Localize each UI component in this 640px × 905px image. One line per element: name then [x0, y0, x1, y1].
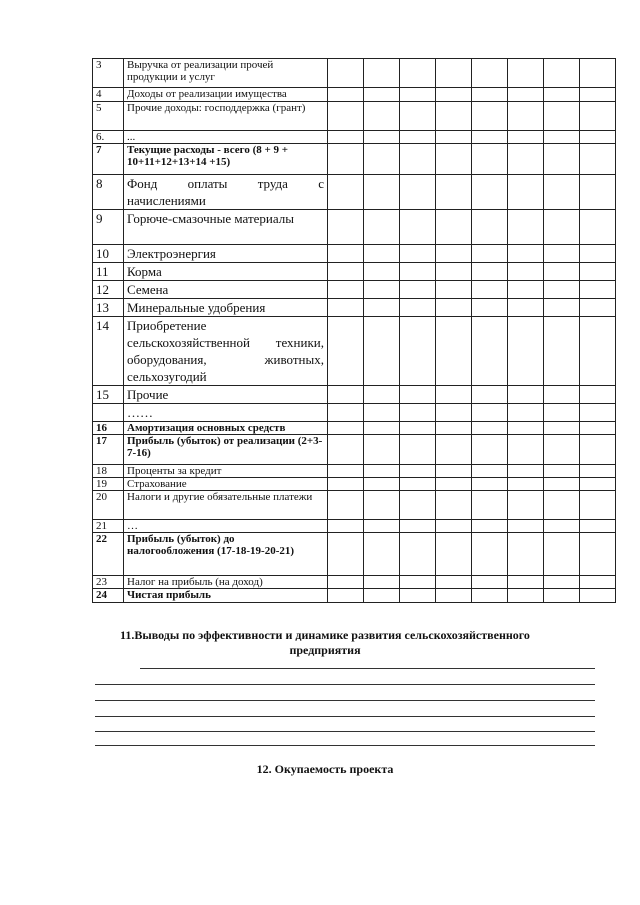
value-cell[interactable] [436, 422, 472, 435]
value-cell[interactable] [436, 404, 472, 422]
value-cell[interactable] [400, 102, 436, 131]
value-cell[interactable] [400, 533, 436, 576]
value-cell[interactable] [508, 144, 544, 175]
value-cell[interactable] [364, 175, 400, 210]
value-cell[interactable] [436, 533, 472, 576]
blank-line [95, 700, 595, 701]
section-11-heading: 11.Выводы по эффективности и динамике развития сельскохозяйственного предприятия [120, 628, 530, 657]
value-cell[interactable] [472, 245, 508, 263]
table-row [93, 520, 616, 533]
table-row [93, 131, 616, 144]
value-cell[interactable] [364, 404, 400, 422]
value-cell[interactable] [472, 175, 508, 210]
value-cell[interactable] [328, 102, 364, 131]
value-cell[interactable] [580, 299, 616, 317]
row-label: Амортизация основных средств [124, 422, 328, 435]
value-cell[interactable] [364, 245, 400, 263]
row-label: Фонд оплаты труда с начислениями [124, 175, 328, 210]
value-cell[interactable] [400, 491, 436, 520]
value-cell[interactable] [364, 422, 400, 435]
value-cell[interactable] [328, 299, 364, 317]
value-cell[interactable] [472, 210, 508, 245]
row-number: 20 [93, 491, 124, 520]
value-cell[interactable] [508, 435, 544, 465]
value-cell[interactable] [508, 263, 544, 281]
value-cell[interactable] [364, 210, 400, 245]
value-cell[interactable] [400, 263, 436, 281]
value-cell[interactable] [508, 478, 544, 491]
value-cell[interactable] [364, 131, 400, 144]
value-cell[interactable] [580, 520, 616, 533]
value-cell[interactable] [364, 589, 400, 603]
value-cell[interactable] [328, 589, 364, 603]
value-cell[interactable] [328, 317, 364, 386]
value-cell[interactable] [400, 576, 436, 589]
value-cell[interactable] [580, 589, 616, 603]
value-cell[interactable] [544, 317, 580, 386]
value-cell[interactable] [400, 245, 436, 263]
value-cell[interactable] [508, 317, 544, 386]
row-number: 3 [93, 59, 124, 88]
table-row [93, 589, 616, 603]
row-number: 18 [93, 465, 124, 478]
value-cell[interactable] [328, 281, 364, 299]
value-cell[interactable] [544, 299, 580, 317]
row-label: … [124, 520, 328, 533]
value-cell[interactable] [328, 435, 364, 465]
value-cell[interactable] [580, 245, 616, 263]
value-cell[interactable] [364, 144, 400, 175]
value-cell[interactable] [580, 491, 616, 520]
value-cell[interactable] [400, 144, 436, 175]
value-cell[interactable] [508, 422, 544, 435]
value-cell[interactable] [472, 576, 508, 589]
value-cell[interactable] [544, 435, 580, 465]
value-cell[interactable] [580, 144, 616, 175]
table-row [93, 263, 616, 281]
value-cell[interactable] [580, 465, 616, 478]
row-number: 7 [93, 144, 124, 175]
value-cell[interactable] [544, 88, 580, 102]
value-cell[interactable] [472, 263, 508, 281]
row-label: …… [124, 404, 328, 422]
value-cell[interactable] [580, 422, 616, 435]
row-number: 16 [93, 422, 124, 435]
value-cell[interactable] [364, 102, 400, 131]
value-cell[interactable] [472, 59, 508, 88]
value-cell[interactable] [400, 386, 436, 404]
value-cell[interactable] [436, 102, 472, 131]
table-row [93, 576, 616, 589]
row-number [93, 404, 124, 422]
row-number: 23 [93, 576, 124, 589]
value-cell[interactable] [472, 317, 508, 386]
value-cell[interactable] [544, 491, 580, 520]
value-cell[interactable] [364, 576, 400, 589]
row-number: 17 [93, 435, 124, 465]
value-cell[interactable] [400, 281, 436, 299]
row-number: 14 [93, 317, 124, 386]
value-cell[interactable] [436, 520, 472, 533]
blank-line [140, 668, 595, 669]
table-row [93, 533, 616, 576]
table-row [93, 59, 616, 88]
value-cell[interactable] [400, 88, 436, 102]
row-label: Прочие [124, 386, 328, 404]
value-cell[interactable] [400, 404, 436, 422]
value-cell[interactable] [328, 386, 364, 404]
value-cell[interactable] [400, 175, 436, 210]
value-cell[interactable] [436, 299, 472, 317]
row-label: Чистая прибыль [124, 589, 328, 603]
value-cell[interactable] [364, 59, 400, 88]
value-cell[interactable] [328, 404, 364, 422]
value-cell[interactable] [400, 299, 436, 317]
row-number: 11 [93, 263, 124, 281]
value-cell[interactable] [508, 210, 544, 245]
value-cell[interactable] [580, 175, 616, 210]
value-cell[interactable] [472, 589, 508, 603]
value-cell[interactable] [472, 88, 508, 102]
value-cell[interactable] [472, 281, 508, 299]
row-number: 8 [93, 175, 124, 210]
table-row [93, 317, 616, 386]
value-cell[interactable] [364, 281, 400, 299]
value-cell[interactable] [472, 478, 508, 491]
value-cell[interactable] [400, 422, 436, 435]
value-cell[interactable] [472, 435, 508, 465]
value-cell[interactable] [472, 491, 508, 520]
value-cell[interactable] [508, 386, 544, 404]
value-cell[interactable] [364, 465, 400, 478]
row-label: Выручка от реализации прочей продукции и услуг [124, 59, 328, 88]
value-cell[interactable] [364, 386, 400, 404]
value-cell[interactable] [544, 102, 580, 131]
value-cell[interactable] [364, 533, 400, 576]
row-label: Налог на прибыль (на доход) [124, 576, 328, 589]
value-cell[interactable] [508, 281, 544, 299]
value-cell[interactable] [580, 88, 616, 102]
value-cell[interactable] [400, 465, 436, 478]
value-cell[interactable] [364, 263, 400, 281]
value-cell[interactable] [472, 520, 508, 533]
value-cell[interactable] [544, 465, 580, 478]
table-row [93, 404, 616, 422]
value-cell[interactable] [544, 281, 580, 299]
value-cell[interactable] [328, 422, 364, 435]
table-row [93, 299, 616, 317]
value-cell[interactable] [508, 245, 544, 263]
value-cell[interactable] [508, 131, 544, 144]
value-cell[interactable] [508, 175, 544, 210]
row-label: Приобретение сельскохозяйственной техники, оборудования, животных, сельхозугодий [124, 317, 328, 386]
value-cell[interactable] [508, 576, 544, 589]
value-cell[interactable] [364, 435, 400, 465]
value-cell[interactable] [508, 102, 544, 131]
value-cell[interactable] [436, 491, 472, 520]
value-cell[interactable] [544, 210, 580, 245]
value-cell[interactable] [436, 131, 472, 144]
value-cell[interactable] [364, 88, 400, 102]
row-label: Налоги и другие обязательные платежи [124, 491, 328, 520]
value-cell[interactable] [472, 422, 508, 435]
table-row [93, 435, 616, 465]
value-cell[interactable] [364, 491, 400, 520]
value-cell[interactable] [328, 576, 364, 589]
row-label: Текущие расходы - всего (8 + 9 + 10+11+12+13+14 +15) [124, 144, 328, 175]
value-cell[interactable] [400, 435, 436, 465]
row-number: 15 [93, 386, 124, 404]
table-row [93, 245, 616, 263]
section-12-heading: 12. Окупаемость проекта [256, 762, 394, 776]
value-cell[interactable] [328, 59, 364, 88]
value-cell[interactable] [328, 210, 364, 245]
financial-table [92, 58, 616, 603]
value-cell[interactable] [544, 576, 580, 589]
value-cell[interactable] [436, 245, 472, 263]
value-cell[interactable] [580, 478, 616, 491]
table-row [93, 281, 616, 299]
value-cell[interactable] [328, 88, 364, 102]
value-cell[interactable] [436, 317, 472, 386]
value-cell[interactable] [508, 59, 544, 88]
table-row [93, 144, 616, 175]
value-cell[interactable] [544, 386, 580, 404]
value-cell[interactable] [472, 131, 508, 144]
value-cell[interactable] [544, 404, 580, 422]
value-cell[interactable] [472, 144, 508, 175]
value-cell[interactable] [400, 589, 436, 603]
value-cell[interactable] [436, 175, 472, 210]
table-row [93, 175, 616, 210]
table-row [93, 422, 616, 435]
value-cell[interactable] [580, 386, 616, 404]
table-row [93, 210, 616, 245]
row-number: 19 [93, 478, 124, 491]
value-cell[interactable] [364, 520, 400, 533]
value-cell[interactable] [472, 533, 508, 576]
value-cell[interactable] [436, 435, 472, 465]
value-cell[interactable] [328, 478, 364, 491]
table-row [93, 88, 616, 102]
value-cell[interactable] [508, 88, 544, 102]
value-cell[interactable] [544, 589, 580, 603]
value-cell[interactable] [364, 299, 400, 317]
value-cell[interactable] [400, 59, 436, 88]
value-cell[interactable] [508, 491, 544, 520]
value-cell[interactable] [400, 131, 436, 144]
blank-line [95, 684, 595, 685]
row-number: 10 [93, 245, 124, 263]
value-cell[interactable] [580, 263, 616, 281]
value-cell[interactable] [436, 144, 472, 175]
row-label: Проценты за кредит [124, 465, 328, 478]
row-label: Прибыль (убыток) до налогообложения (17-18-19-20-21) [124, 533, 328, 576]
value-cell[interactable] [328, 263, 364, 281]
value-cell[interactable] [544, 263, 580, 281]
value-cell[interactable] [436, 386, 472, 404]
value-cell[interactable] [472, 386, 508, 404]
row-label: Корма [124, 263, 328, 281]
value-cell[interactable] [436, 576, 472, 589]
value-cell[interactable] [580, 59, 616, 88]
value-cell[interactable] [580, 533, 616, 576]
value-cell[interactable] [328, 491, 364, 520]
value-cell[interactable] [508, 589, 544, 603]
value-cell[interactable] [472, 465, 508, 478]
value-cell[interactable] [544, 59, 580, 88]
row-label: ... [124, 131, 328, 144]
value-cell[interactable] [472, 299, 508, 317]
row-label: Электроэнергия [124, 245, 328, 263]
row-label: Страхование [124, 478, 328, 491]
row-number: 22 [93, 533, 124, 576]
value-cell[interactable] [364, 317, 400, 386]
value-cell[interactable] [544, 245, 580, 263]
value-cell[interactable] [328, 520, 364, 533]
value-cell[interactable] [508, 533, 544, 576]
value-cell[interactable] [580, 576, 616, 589]
value-cell[interactable] [400, 520, 436, 533]
value-cell[interactable] [328, 131, 364, 144]
value-cell[interactable] [400, 317, 436, 386]
row-label: Горюче-смазочные материалы [124, 210, 328, 245]
value-cell[interactable] [364, 478, 400, 491]
row-label: Прибыль (убыток) от реализации (2+3-7-16) [124, 435, 328, 465]
value-cell[interactable] [544, 478, 580, 491]
value-cell[interactable] [436, 263, 472, 281]
blank-line [95, 716, 595, 717]
value-cell[interactable] [580, 210, 616, 245]
row-number: 4 [93, 88, 124, 102]
row-number: 9 [93, 210, 124, 245]
value-cell[interactable] [328, 245, 364, 263]
value-cell[interactable] [508, 404, 544, 422]
table-row [93, 491, 616, 520]
row-label: Доходы от реализации имущества [124, 88, 328, 102]
value-cell[interactable] [580, 404, 616, 422]
value-cell[interactable] [472, 102, 508, 131]
value-cell[interactable] [436, 281, 472, 299]
row-number: 12 [93, 281, 124, 299]
value-cell[interactable] [544, 533, 580, 576]
value-cell[interactable] [436, 589, 472, 603]
row-label: Прочие доходы: господдержка (грант) [124, 102, 328, 131]
value-cell[interactable] [544, 520, 580, 533]
blank-line [95, 731, 595, 732]
value-cell[interactable] [436, 210, 472, 245]
value-cell[interactable] [580, 317, 616, 386]
value-cell[interactable] [508, 520, 544, 533]
value-cell[interactable] [544, 144, 580, 175]
value-cell[interactable] [472, 404, 508, 422]
value-cell[interactable] [580, 102, 616, 131]
value-cell[interactable] [580, 435, 616, 465]
value-cell[interactable] [328, 533, 364, 576]
row-number: 13 [93, 299, 124, 317]
value-cell[interactable] [544, 175, 580, 210]
value-cell[interactable] [580, 281, 616, 299]
table-row [93, 478, 616, 491]
value-cell[interactable] [436, 465, 472, 478]
row-label: Минеральные удобрения [124, 299, 328, 317]
table-row [93, 465, 616, 478]
row-label: Семена [124, 281, 328, 299]
value-cell[interactable] [328, 144, 364, 175]
value-cell[interactable] [436, 59, 472, 88]
row-number: 6. [93, 131, 124, 144]
value-cell[interactable] [544, 422, 580, 435]
row-number: 24 [93, 589, 124, 603]
blank-line [95, 745, 595, 746]
table-row [93, 386, 616, 404]
value-cell[interactable] [400, 210, 436, 245]
value-cell[interactable] [436, 88, 472, 102]
value-cell[interactable] [580, 131, 616, 144]
row-number: 5 [93, 102, 124, 131]
row-number: 21 [93, 520, 124, 533]
table-row [93, 102, 616, 131]
value-cell[interactable] [508, 465, 544, 478]
value-cell[interactable] [544, 131, 580, 144]
value-cell[interactable] [400, 478, 436, 491]
value-cell[interactable] [436, 478, 472, 491]
value-cell[interactable] [328, 465, 364, 478]
value-cell[interactable] [328, 175, 364, 210]
value-cell[interactable] [508, 299, 544, 317]
